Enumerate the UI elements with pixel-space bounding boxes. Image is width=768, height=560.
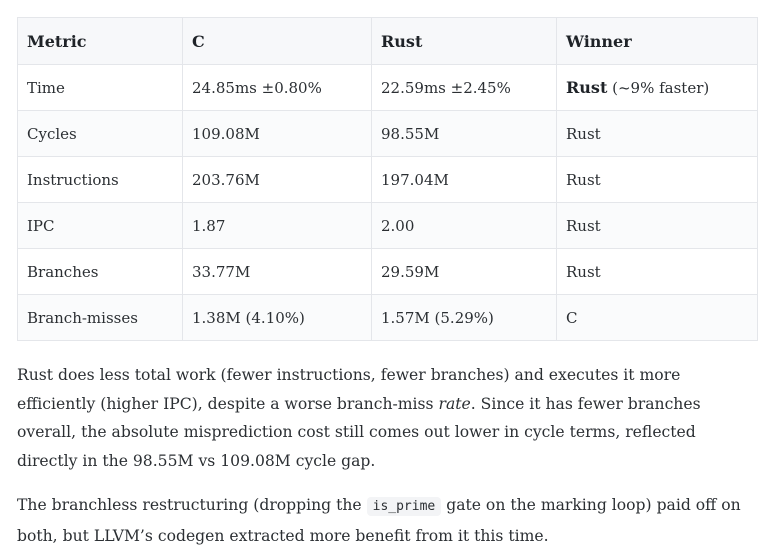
header-winner: Winner [557, 18, 758, 65]
winner-cell: Rust [557, 111, 758, 157]
c-value-cell: 203.76M [183, 157, 372, 203]
rust-value-cell: 98.55M [372, 111, 557, 157]
table-row [18, 111, 758, 157]
emphasis-rate: rate [438, 394, 471, 413]
analysis-text-end: . Since it has fewer branches overall, the absolute misprediction cost still comes out lower in cycle terms, reflected directly in the 98.55M vs 109.08M cycle gap. [17, 394, 701, 470]
metric-cell: Instructions [18, 157, 183, 203]
rust-value-cell: 197.04M [372, 157, 557, 203]
table-row [18, 65, 758, 111]
table-header-row [18, 18, 758, 65]
restructuring-paragraph [17, 491, 757, 550]
table-row [18, 203, 758, 249]
table-row [18, 157, 758, 203]
winner-cell: Rust [557, 249, 758, 295]
rust-value-cell: 29.59M [372, 249, 557, 295]
header-rust: Rust [372, 18, 557, 65]
table-row [18, 249, 758, 295]
winner-cell: Rust [557, 203, 758, 249]
metric-cell: Branch-misses [18, 295, 183, 341]
table-row [18, 295, 758, 341]
metric-cell: Cycles [18, 111, 183, 157]
rust-value-cell: 22.59ms ±2.45% [372, 65, 557, 111]
metric-cell: Branches [18, 249, 183, 295]
analysis-text-start: Rust does less total work (fewer instructions, fewer branches) and executes it more efficiently (higher IPC), despite a worse branch-miss [17, 366, 681, 413]
rust-value-cell: 1.57M (5.29%) [372, 295, 557, 341]
restructuring-text-start: The branchless restructuring (dropping the [17, 496, 367, 514]
winner-cell [557, 65, 758, 111]
metric-cell: Time [18, 65, 183, 111]
header-c: C [183, 18, 372, 65]
c-value-cell: 33.77M [183, 249, 372, 295]
c-value-cell: 1.87 [183, 203, 372, 249]
c-value-cell: 109.08M [183, 111, 372, 157]
winner-name: Rust [566, 78, 608, 97]
inline-code-is-prime: is_prime [367, 497, 442, 516]
rust-value-cell: 2.00 [372, 203, 557, 249]
comparison-table [17, 17, 758, 341]
header-metric: Metric [18, 18, 183, 65]
c-value-cell: 24.85ms ±0.80% [183, 65, 372, 111]
winner-note: (~9% faster) [612, 79, 710, 97]
metric-cell: IPC [18, 203, 183, 249]
winner-cell: Rust [557, 157, 758, 203]
c-value-cell: 1.38M (4.10%) [183, 295, 372, 341]
analysis-paragraph [17, 361, 757, 475]
winner-cell: C [557, 295, 758, 341]
restructuring-text-end: gate on the marking loop) paid off on both, but LLVM’s codegen extracted more benefit from it this time. [17, 496, 741, 545]
